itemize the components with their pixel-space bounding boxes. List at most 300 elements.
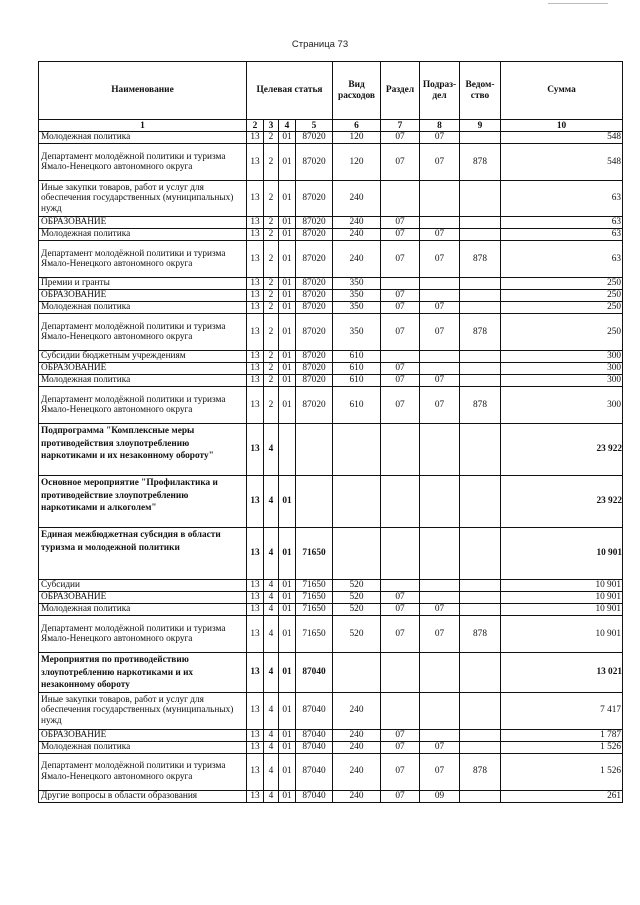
expense-type: 350 bbox=[333, 278, 381, 290]
sum-value: 300 bbox=[501, 375, 623, 387]
subsection bbox=[420, 653, 460, 693]
code-program: 13 bbox=[247, 375, 264, 387]
code-activity bbox=[279, 424, 296, 476]
code-subprogram: 4 bbox=[264, 592, 279, 604]
expense-type: 520 bbox=[333, 616, 381, 653]
department-code bbox=[460, 363, 501, 375]
code-program: 13 bbox=[247, 741, 264, 753]
code-program: 13 bbox=[247, 241, 264, 278]
subsection bbox=[420, 181, 460, 217]
expense-type bbox=[333, 528, 381, 580]
table-row bbox=[39, 653, 623, 693]
sum-value: 10 901 bbox=[501, 528, 623, 580]
code-direction: 87020 bbox=[296, 302, 333, 314]
code-direction bbox=[296, 476, 333, 528]
department-code bbox=[460, 351, 501, 363]
column-number: 10 bbox=[501, 120, 623, 132]
code-activity: 01 bbox=[279, 604, 296, 616]
code-subprogram: 2 bbox=[264, 241, 279, 278]
section: 07 bbox=[381, 241, 420, 278]
table-row bbox=[39, 363, 623, 375]
table-row bbox=[39, 753, 623, 790]
code-activity: 01 bbox=[279, 314, 296, 351]
row-name: Департамент молодёжной политики и туризма Ямало-Ненецкого автономного округа bbox=[39, 241, 247, 278]
budget-table bbox=[38, 61, 623, 803]
code-activity: 01 bbox=[279, 528, 296, 580]
table-row bbox=[39, 741, 623, 753]
code-subprogram: 2 bbox=[264, 290, 279, 302]
sum-value: 548 bbox=[501, 144, 623, 181]
code-activity: 01 bbox=[279, 302, 296, 314]
department-code: 878 bbox=[460, 387, 501, 424]
subsection: 07 bbox=[420, 132, 460, 144]
section bbox=[381, 181, 420, 217]
code-direction: 87040 bbox=[296, 753, 333, 790]
code-subprogram: 4 bbox=[264, 790, 279, 802]
code-subprogram: 4 bbox=[264, 604, 279, 616]
table-row bbox=[39, 375, 623, 387]
table-row bbox=[39, 302, 623, 314]
code-activity: 01 bbox=[279, 580, 296, 592]
column-number: 5 bbox=[296, 120, 333, 132]
code-subprogram: 2 bbox=[264, 314, 279, 351]
code-subprogram: 4 bbox=[264, 476, 279, 528]
code-activity: 01 bbox=[279, 217, 296, 229]
section: 07 bbox=[381, 363, 420, 375]
sum-value: 63 bbox=[501, 229, 623, 241]
code-activity: 01 bbox=[279, 741, 296, 753]
row-name: Молодежная политика bbox=[39, 375, 247, 387]
row-name: Другие вопросы в области образования bbox=[39, 790, 247, 802]
expense-type: 610 bbox=[333, 375, 381, 387]
code-activity: 01 bbox=[279, 616, 296, 653]
code-activity: 01 bbox=[279, 363, 296, 375]
section: 07 bbox=[381, 729, 420, 741]
expense-type bbox=[333, 424, 381, 476]
code-direction: 71650 bbox=[296, 616, 333, 653]
department-code bbox=[460, 528, 501, 580]
sum-value: 63 bbox=[501, 181, 623, 217]
table-row bbox=[39, 528, 623, 580]
code-subprogram: 2 bbox=[264, 363, 279, 375]
department-code bbox=[460, 217, 501, 229]
code-direction: 87020 bbox=[296, 144, 333, 181]
code-subprogram: 2 bbox=[264, 217, 279, 229]
row-name: Департамент молодёжной политики и туризма Ямало-Ненецкого автономного округа bbox=[39, 314, 247, 351]
row-name: Молодежная политика bbox=[39, 604, 247, 616]
expense-type: 240 bbox=[333, 241, 381, 278]
row-name: ОБРАЗОВАНИЕ bbox=[39, 592, 247, 604]
row-name: Департамент молодёжной политики и туризма Ямало-Ненецкого автономного округа bbox=[39, 753, 247, 790]
code-program: 13 bbox=[247, 278, 264, 290]
section bbox=[381, 653, 420, 693]
subsection bbox=[420, 290, 460, 302]
code-program: 13 bbox=[247, 653, 264, 693]
subsection: 07 bbox=[420, 241, 460, 278]
table-row bbox=[39, 314, 623, 351]
code-subprogram: 4 bbox=[264, 753, 279, 790]
department-code bbox=[460, 692, 501, 729]
code-activity: 01 bbox=[279, 387, 296, 424]
sum-value: 250 bbox=[501, 302, 623, 314]
code-program: 13 bbox=[247, 290, 264, 302]
department-code bbox=[460, 580, 501, 592]
subsection: 07 bbox=[420, 741, 460, 753]
code-program: 13 bbox=[247, 302, 264, 314]
code-program: 13 bbox=[247, 363, 264, 375]
sum-value: 23 922 bbox=[501, 476, 623, 528]
row-name: ОБРАЗОВАНИЕ bbox=[39, 290, 247, 302]
subsection: 07 bbox=[420, 302, 460, 314]
subsection: 07 bbox=[420, 753, 460, 790]
section bbox=[381, 476, 420, 528]
expense-type: 120 bbox=[333, 132, 381, 144]
column-number: 8 bbox=[420, 120, 460, 132]
code-subprogram: 4 bbox=[264, 653, 279, 693]
section: 07 bbox=[381, 229, 420, 241]
department-code: 878 bbox=[460, 144, 501, 181]
expense-type: 240 bbox=[333, 181, 381, 217]
section: 07 bbox=[381, 741, 420, 753]
code-program: 13 bbox=[247, 424, 264, 476]
row-name: Иные закупки товаров, работ и услуг для обеспечения государственных (муниципальных) нужд bbox=[39, 692, 247, 729]
column-number: 2 bbox=[247, 120, 264, 132]
row-name: ОБРАЗОВАНИЕ bbox=[39, 217, 247, 229]
section: 07 bbox=[381, 290, 420, 302]
code-direction: 87020 bbox=[296, 375, 333, 387]
code-program: 13 bbox=[247, 604, 264, 616]
section bbox=[381, 278, 420, 290]
table-body bbox=[39, 132, 623, 803]
expense-type: 120 bbox=[333, 144, 381, 181]
code-direction: 87040 bbox=[296, 653, 333, 693]
code-activity: 01 bbox=[279, 351, 296, 363]
row-name: Мероприятия по противодействию злоупотреблению наркотиками и их незаконному обороту bbox=[39, 653, 247, 693]
subsection bbox=[420, 424, 460, 476]
code-direction: 71650 bbox=[296, 592, 333, 604]
code-program: 13 bbox=[247, 314, 264, 351]
expense-type: 350 bbox=[333, 290, 381, 302]
department-code bbox=[460, 229, 501, 241]
top-edge-rule bbox=[548, 3, 608, 4]
section bbox=[381, 580, 420, 592]
expense-type: 240 bbox=[333, 692, 381, 729]
subsection bbox=[420, 592, 460, 604]
row-name: Молодежная политика bbox=[39, 229, 247, 241]
row-name: ОБРАЗОВАНИЕ bbox=[39, 363, 247, 375]
department-code bbox=[460, 375, 501, 387]
code-subprogram: 2 bbox=[264, 181, 279, 217]
sum-value: 1 526 bbox=[501, 753, 623, 790]
section: 07 bbox=[381, 616, 420, 653]
department-code bbox=[460, 302, 501, 314]
code-activity: 01 bbox=[279, 241, 296, 278]
expense-type: 350 bbox=[333, 314, 381, 351]
section: 07 bbox=[381, 144, 420, 181]
department-code: 878 bbox=[460, 616, 501, 653]
department-code bbox=[460, 604, 501, 616]
code-direction: 87020 bbox=[296, 314, 333, 351]
section: 07 bbox=[381, 314, 420, 351]
subsection bbox=[420, 692, 460, 729]
code-program: 13 bbox=[247, 181, 264, 217]
sum-value: 300 bbox=[501, 351, 623, 363]
subsection: 07 bbox=[420, 387, 460, 424]
header-subsection: Подраз- дел bbox=[420, 62, 460, 120]
header-name: Наименование bbox=[39, 62, 247, 120]
row-name: Департамент молодёжной политики и туризма Ямало-Ненецкого автономного округа bbox=[39, 387, 247, 424]
table-row bbox=[39, 424, 623, 476]
table-row bbox=[39, 387, 623, 424]
row-name: Подпрограмма "Комплексные меры противодействия злоупотреблению наркотиками и их незаконному обороту" bbox=[39, 424, 247, 476]
department-code bbox=[460, 741, 501, 753]
department-code bbox=[460, 476, 501, 528]
code-direction: 87020 bbox=[296, 387, 333, 424]
expense-type bbox=[333, 476, 381, 528]
section: 07 bbox=[381, 753, 420, 790]
code-activity: 01 bbox=[279, 653, 296, 693]
code-program: 13 bbox=[247, 132, 264, 144]
code-program: 13 bbox=[247, 144, 264, 181]
expense-type: 520 bbox=[333, 592, 381, 604]
code-direction: 87020 bbox=[296, 181, 333, 217]
subsection bbox=[420, 729, 460, 741]
code-program: 13 bbox=[247, 351, 264, 363]
table-row bbox=[39, 144, 623, 181]
code-direction: 71650 bbox=[296, 528, 333, 580]
header-section: Раздел bbox=[381, 62, 420, 120]
code-direction: 87020 bbox=[296, 229, 333, 241]
code-direction: 87020 bbox=[296, 363, 333, 375]
expense-type: 240 bbox=[333, 229, 381, 241]
sum-value: 250 bbox=[501, 278, 623, 290]
row-name: Субсидии бюджетным учреждениям bbox=[39, 351, 247, 363]
code-activity: 01 bbox=[279, 132, 296, 144]
section bbox=[381, 692, 420, 729]
department-code: 878 bbox=[460, 753, 501, 790]
column-number: 1 bbox=[39, 120, 247, 132]
expense-type: 520 bbox=[333, 604, 381, 616]
row-name: Премии и гранты bbox=[39, 278, 247, 290]
row-name: Субсидии bbox=[39, 580, 247, 592]
code-direction: 71650 bbox=[296, 580, 333, 592]
sum-value: 7 417 bbox=[501, 692, 623, 729]
section: 07 bbox=[381, 375, 420, 387]
row-name: Иные закупки товаров, работ и услуг для обеспечения государственных (муниципальных) нужд bbox=[39, 181, 247, 217]
section: 07 bbox=[381, 604, 420, 616]
section: 07 bbox=[381, 302, 420, 314]
table-row bbox=[39, 351, 623, 363]
code-subprogram: 2 bbox=[264, 351, 279, 363]
code-direction bbox=[296, 424, 333, 476]
table-row bbox=[39, 132, 623, 144]
code-subprogram: 2 bbox=[264, 229, 279, 241]
department-code bbox=[460, 592, 501, 604]
column-number: 4 bbox=[279, 120, 296, 132]
code-activity: 01 bbox=[279, 144, 296, 181]
code-subprogram: 4 bbox=[264, 729, 279, 741]
code-subprogram: 2 bbox=[264, 302, 279, 314]
code-subprogram: 2 bbox=[264, 132, 279, 144]
subsection bbox=[420, 278, 460, 290]
section: 07 bbox=[381, 387, 420, 424]
expense-type: 610 bbox=[333, 363, 381, 375]
table-row bbox=[39, 241, 623, 278]
department-code bbox=[460, 181, 501, 217]
row-name: Молодежная политика bbox=[39, 132, 247, 144]
code-activity: 01 bbox=[279, 375, 296, 387]
code-direction: 87020 bbox=[296, 217, 333, 229]
code-activity: 01 bbox=[279, 692, 296, 729]
code-program: 13 bbox=[247, 692, 264, 729]
expense-type: 240 bbox=[333, 753, 381, 790]
code-subprogram: 2 bbox=[264, 375, 279, 387]
code-program: 13 bbox=[247, 476, 264, 528]
code-direction: 87040 bbox=[296, 741, 333, 753]
code-subprogram: 2 bbox=[264, 387, 279, 424]
sum-value: 10 901 bbox=[501, 592, 623, 604]
code-program: 13 bbox=[247, 580, 264, 592]
expense-type: 610 bbox=[333, 351, 381, 363]
column-number: 7 bbox=[381, 120, 420, 132]
sum-value: 13 021 bbox=[501, 653, 623, 693]
sum-value: 250 bbox=[501, 290, 623, 302]
table-row bbox=[39, 229, 623, 241]
sum-value: 10 901 bbox=[501, 616, 623, 653]
code-subprogram: 4 bbox=[264, 692, 279, 729]
code-activity: 01 bbox=[279, 592, 296, 604]
code-activity: 01 bbox=[279, 753, 296, 790]
sum-value: 1 787 bbox=[501, 729, 623, 741]
table-row bbox=[39, 278, 623, 290]
column-number-row bbox=[39, 120, 623, 132]
sum-value: 300 bbox=[501, 387, 623, 424]
row-name: ОБРАЗОВАНИЕ bbox=[39, 729, 247, 741]
sum-value: 10 901 bbox=[501, 580, 623, 592]
code-program: 13 bbox=[247, 229, 264, 241]
code-program: 13 bbox=[247, 616, 264, 653]
expense-type: 240 bbox=[333, 729, 381, 741]
expense-type: 520 bbox=[333, 580, 381, 592]
subsection: 07 bbox=[420, 229, 460, 241]
subsection: 07 bbox=[420, 314, 460, 351]
table-row bbox=[39, 729, 623, 741]
code-subprogram: 2 bbox=[264, 278, 279, 290]
sum-value: 548 bbox=[501, 132, 623, 144]
code-activity: 01 bbox=[279, 476, 296, 528]
table-row bbox=[39, 580, 623, 592]
column-number: 6 bbox=[333, 120, 381, 132]
subsection bbox=[420, 217, 460, 229]
expense-type: 610 bbox=[333, 387, 381, 424]
code-activity: 01 bbox=[279, 729, 296, 741]
table-row bbox=[39, 217, 623, 229]
department-code bbox=[460, 290, 501, 302]
section: 07 bbox=[381, 132, 420, 144]
department-code: 878 bbox=[460, 314, 501, 351]
sum-value: 1 526 bbox=[501, 741, 623, 753]
code-direction: 87020 bbox=[296, 132, 333, 144]
department-code bbox=[460, 729, 501, 741]
code-program: 13 bbox=[247, 592, 264, 604]
section bbox=[381, 528, 420, 580]
expense-type bbox=[333, 653, 381, 693]
sum-value: 250 bbox=[501, 314, 623, 351]
department-code bbox=[460, 424, 501, 476]
page-number-label: Страница 73 bbox=[291, 39, 349, 50]
row-name: Основное мероприятие "Профилактика и противодействие злоупотреблению наркотиками и алкоголем" bbox=[39, 476, 247, 528]
subsection: 07 bbox=[420, 144, 460, 181]
code-subprogram: 4 bbox=[264, 424, 279, 476]
table-row bbox=[39, 616, 623, 653]
code-activity: 01 bbox=[279, 181, 296, 217]
sum-value: 63 bbox=[501, 241, 623, 278]
column-number: 3 bbox=[264, 120, 279, 132]
subsection bbox=[420, 363, 460, 375]
header-expense-type: Вид расходов bbox=[333, 62, 381, 120]
row-name: Молодежная политика bbox=[39, 302, 247, 314]
code-direction: 87040 bbox=[296, 790, 333, 802]
sum-value: 63 bbox=[501, 217, 623, 229]
code-subprogram: 4 bbox=[264, 741, 279, 753]
subsection bbox=[420, 580, 460, 592]
code-program: 13 bbox=[247, 753, 264, 790]
expense-type: 350 bbox=[333, 302, 381, 314]
table-row bbox=[39, 181, 623, 217]
row-name: Единая межбюджетная субсидия в области туризма и молодежной политики bbox=[39, 528, 247, 580]
table-row bbox=[39, 692, 623, 729]
code-direction: 87020 bbox=[296, 351, 333, 363]
table-row bbox=[39, 592, 623, 604]
code-direction: 87020 bbox=[296, 241, 333, 278]
code-subprogram: 4 bbox=[264, 616, 279, 653]
section bbox=[381, 424, 420, 476]
row-name: Департамент молодёжной политики и туризма Ямало-Ненецкого автономного округа bbox=[39, 144, 247, 181]
code-activity: 01 bbox=[279, 290, 296, 302]
sum-value: 261 bbox=[501, 790, 623, 802]
code-subprogram: 4 bbox=[264, 528, 279, 580]
code-program: 13 bbox=[247, 790, 264, 802]
subsection bbox=[420, 351, 460, 363]
code-subprogram: 2 bbox=[264, 144, 279, 181]
column-number: 9 bbox=[460, 120, 501, 132]
header-department: Ведом- ство bbox=[460, 62, 501, 120]
subsection bbox=[420, 476, 460, 528]
code-direction: 87040 bbox=[296, 729, 333, 741]
header-target-article: Целевая статья bbox=[247, 62, 333, 120]
code-direction: 87040 bbox=[296, 692, 333, 729]
sum-value: 23 922 bbox=[501, 424, 623, 476]
section: 07 bbox=[381, 592, 420, 604]
subsection: 09 bbox=[420, 790, 460, 802]
department-code: 878 bbox=[460, 241, 501, 278]
code-activity: 01 bbox=[279, 229, 296, 241]
department-code bbox=[460, 653, 501, 693]
department-code bbox=[460, 278, 501, 290]
code-program: 13 bbox=[247, 528, 264, 580]
subsection: 07 bbox=[420, 604, 460, 616]
table-row bbox=[39, 476, 623, 528]
section: 07 bbox=[381, 790, 420, 802]
department-code bbox=[460, 790, 501, 802]
code-direction: 87020 bbox=[296, 290, 333, 302]
sum-value: 10 901 bbox=[501, 604, 623, 616]
expense-type: 240 bbox=[333, 790, 381, 802]
code-subprogram: 4 bbox=[264, 580, 279, 592]
code-direction: 87020 bbox=[296, 278, 333, 290]
code-program: 13 bbox=[247, 217, 264, 229]
table-row bbox=[39, 604, 623, 616]
